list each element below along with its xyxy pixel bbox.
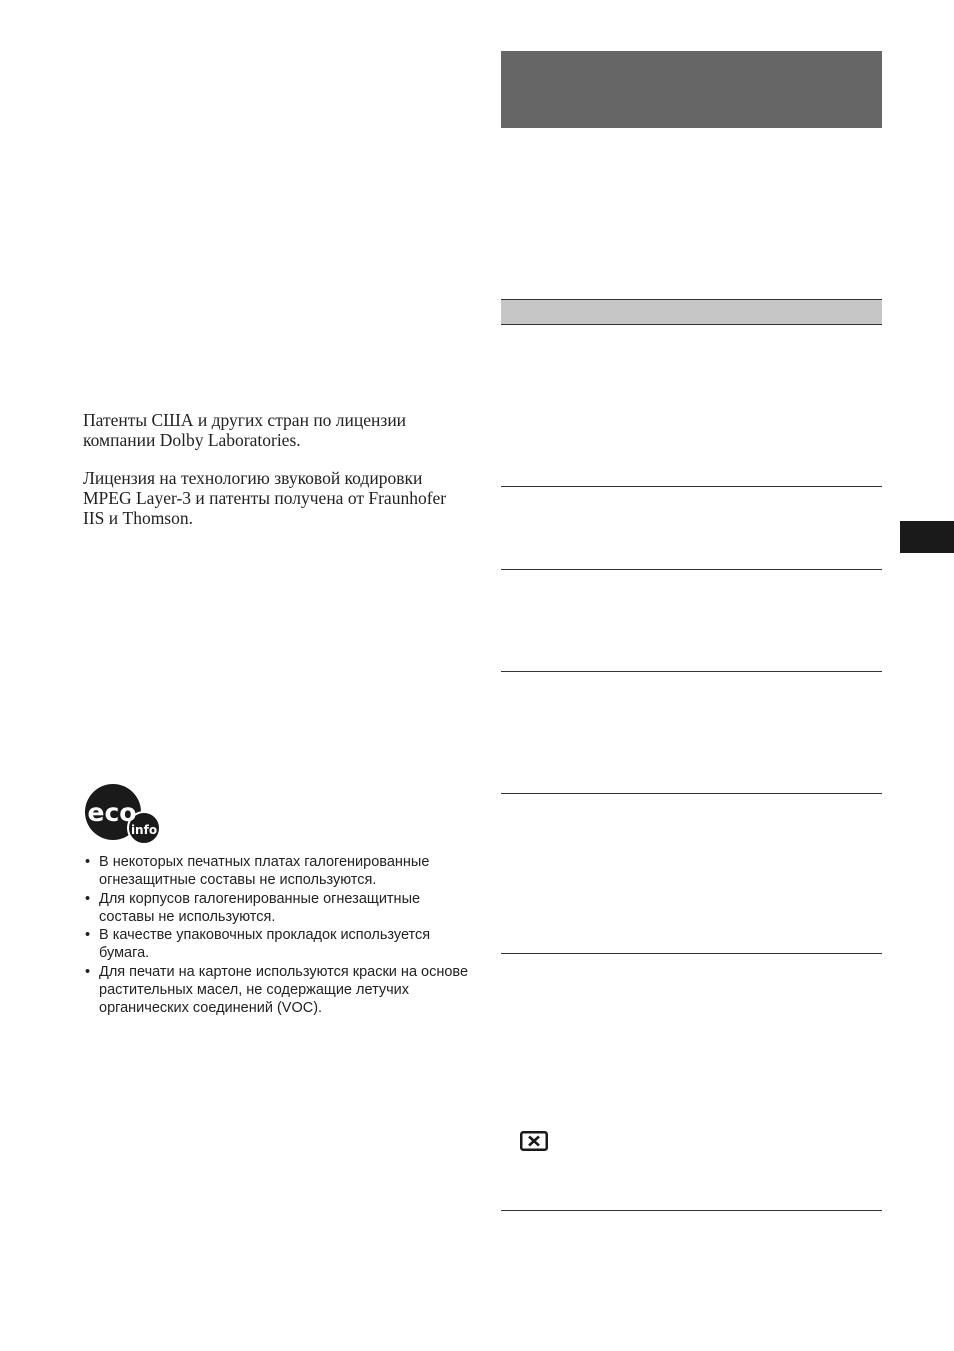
language-side-tab — [900, 521, 954, 553]
close-icon — [520, 1131, 548, 1151]
table-row-divider — [501, 1210, 882, 1211]
table-row-divider — [501, 569, 882, 570]
table-row-divider — [501, 671, 882, 672]
eco-info-list — [84, 853, 469, 1018]
list-item: • В качестве упаковочных прокладок используется бумага. — [84, 926, 469, 963]
list-item: • Для печати на картоне используются краски на основе растительных масел, не содержащие летучих органических соединений (VOC). — [84, 963, 469, 1018]
eco-info-logo — [84, 782, 164, 850]
mpeg-license-text: Лицензия на технологию звуковой кодировки MPEG Layer-3 и патенты получена от Fraunhofer IIS и Thomson. — [83, 468, 447, 528]
table-row-divider — [501, 793, 882, 794]
list-item: • Для корпусов галогенированные огнезащитные составы не используются. — [84, 890, 469, 927]
table-header-row — [501, 299, 882, 325]
eco-logo-sub: info — [130, 823, 158, 837]
patent-notices — [83, 410, 463, 546]
section-header-bar — [501, 51, 882, 128]
list-item: • В некоторых печатных платах галогенированные огнезащитные составы не используются. — [84, 853, 469, 890]
eco-logo-word: eco — [87, 798, 137, 827]
table-row-divider — [501, 953, 882, 954]
table-row-divider — [501, 486, 882, 487]
dolby-patent-text: Патенты США и других стран по лицензии компании Dolby Laboratories. — [83, 410, 407, 450]
